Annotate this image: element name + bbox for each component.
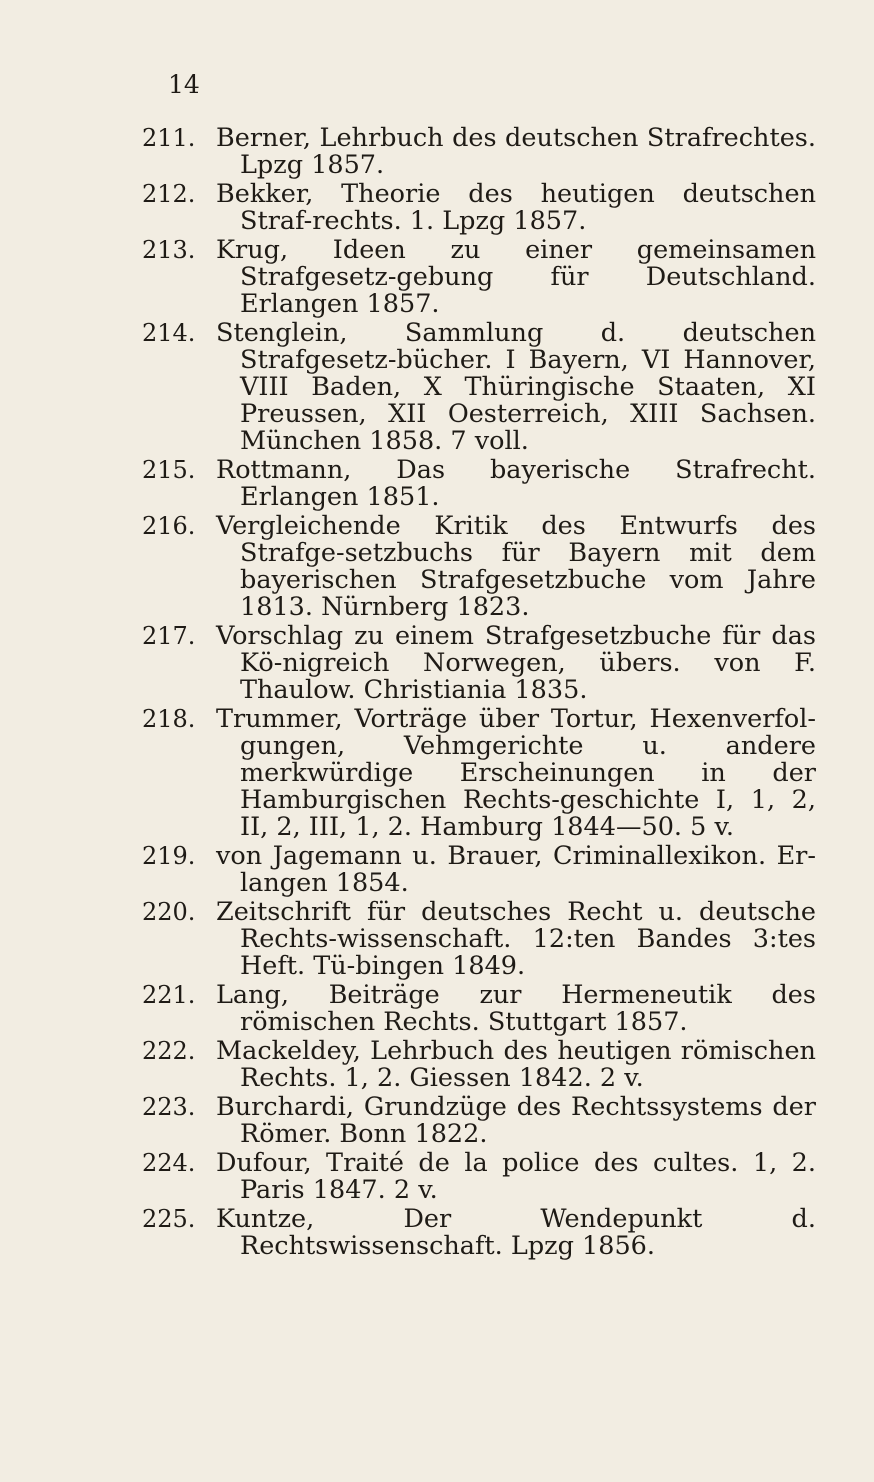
bibliography-entry (0, 1094, 874, 1148)
entry-number: 214. (142, 319, 196, 347)
bibliography-entry (0, 706, 874, 841)
entry-text: Lang, Beiträge zur Hermeneutik des römischen Rechts. Stuttgart 1857. (216, 980, 816, 1037)
entry-number: 220. (142, 898, 196, 926)
bibliography-list (0, 125, 874, 1260)
entry-text: Berner, Lehrbuch des deutschen Strafrechtes. Lpzg 1857. (216, 123, 816, 180)
bibliography-entry (0, 982, 874, 1036)
entry-text: Dufour, Traité de la police des cultes. 1, 2. Paris 1847. 2 v. (216, 1148, 816, 1205)
bibliography-entry (0, 1206, 874, 1260)
entry-number: 223. (142, 1093, 196, 1121)
bibliography-entry (0, 457, 874, 511)
entry-text: Kuntze, Der Wendepunkt d. Rechtswissenschaft. Lpzg 1856. (216, 1204, 816, 1261)
entry-number: 218. (142, 705, 196, 733)
entry-text: Rottmann, Das bayerische Strafrecht. Erlangen 1851. (216, 455, 816, 512)
entry-number: 217. (142, 622, 196, 650)
entry-number: 221. (142, 981, 196, 1009)
entry-number: 222. (142, 1037, 196, 1065)
bibliography-entry (0, 623, 874, 704)
entry-text: Stenglein, Sammlung d. deutschen Strafgesetz-bücher. I Bayern, VI Hannover, VIII Baden, X Thüringische Staaten, XI Preussen, XII Oesterreich, XIII Sachsen. München 1858. 7 voll. (216, 318, 816, 456)
entry-text: Bekker, Theorie des heutigen deutschen Straf-rechts. 1. Lpzg 1857. (216, 179, 816, 236)
entry-text: Burchardi, Grundzüge des Rechtssystems der Römer. Bonn 1822. (216, 1092, 816, 1149)
bibliography-entry (0, 320, 874, 455)
entry-number: 212. (142, 180, 196, 208)
entry-text: Zeitschrift für deutsches Recht u. deutsche Rechts-wissenschaft. 12:ten Bandes 3:tes Heft. Tü-bingen 1849. (216, 897, 816, 981)
entry-number: 215. (142, 456, 196, 484)
entry-text: Vergleichende Kritik des Entwurfs des Strafge-setzbuchs für Bayern mit dem bayerischen Strafgesetzbuche vom Jahre 1813. Nürnberg 1823. (216, 511, 816, 622)
bibliography-entry (0, 1150, 874, 1204)
entry-number: 225. (142, 1205, 196, 1233)
page-number: 14 (168, 70, 200, 99)
bibliography-entry (0, 899, 874, 980)
bibliography-entry (0, 513, 874, 621)
bibliography-entry (0, 237, 874, 318)
entry-text: von Jagemann u. Brauer, Criminallexikon. Er-langen 1854. (216, 841, 816, 898)
entry-number: 213. (142, 236, 196, 264)
bibliography-entry (0, 125, 874, 179)
entry-text: Trummer, Vorträge über Tortur, Hexenverfol-gungen, Vehmgerichte u. andere merkwürdige Erscheinungen in der Hamburgischen Rechts-geschichte I, 1, 2, II, 2, III, 1, 2. Hamburg 1844—50. 5 v. (216, 704, 816, 842)
entry-text: Mackeldey, Lehrbuch des heutigen römischen Rechts. 1, 2. Giessen 1842. 2 v. (216, 1036, 816, 1093)
bibliography-entry (0, 843, 874, 897)
entry-text: Vorschlag zu einem Strafgesetzbuche für das Kö-nigreich Norwegen, übers. von F. Thaulow. Christiania 1835. (216, 621, 816, 705)
bibliography-entry (0, 1038, 874, 1092)
entry-number: 216. (142, 512, 196, 540)
entry-number: 211. (142, 124, 196, 152)
entry-text: Krug, Ideen zu einer gemeinsamen Strafgesetz-gebung für Deutschland. Erlangen 1857. (216, 235, 816, 319)
entry-number: 224. (142, 1149, 196, 1177)
bibliography-entry (0, 181, 874, 235)
entry-number: 219. (142, 842, 196, 870)
